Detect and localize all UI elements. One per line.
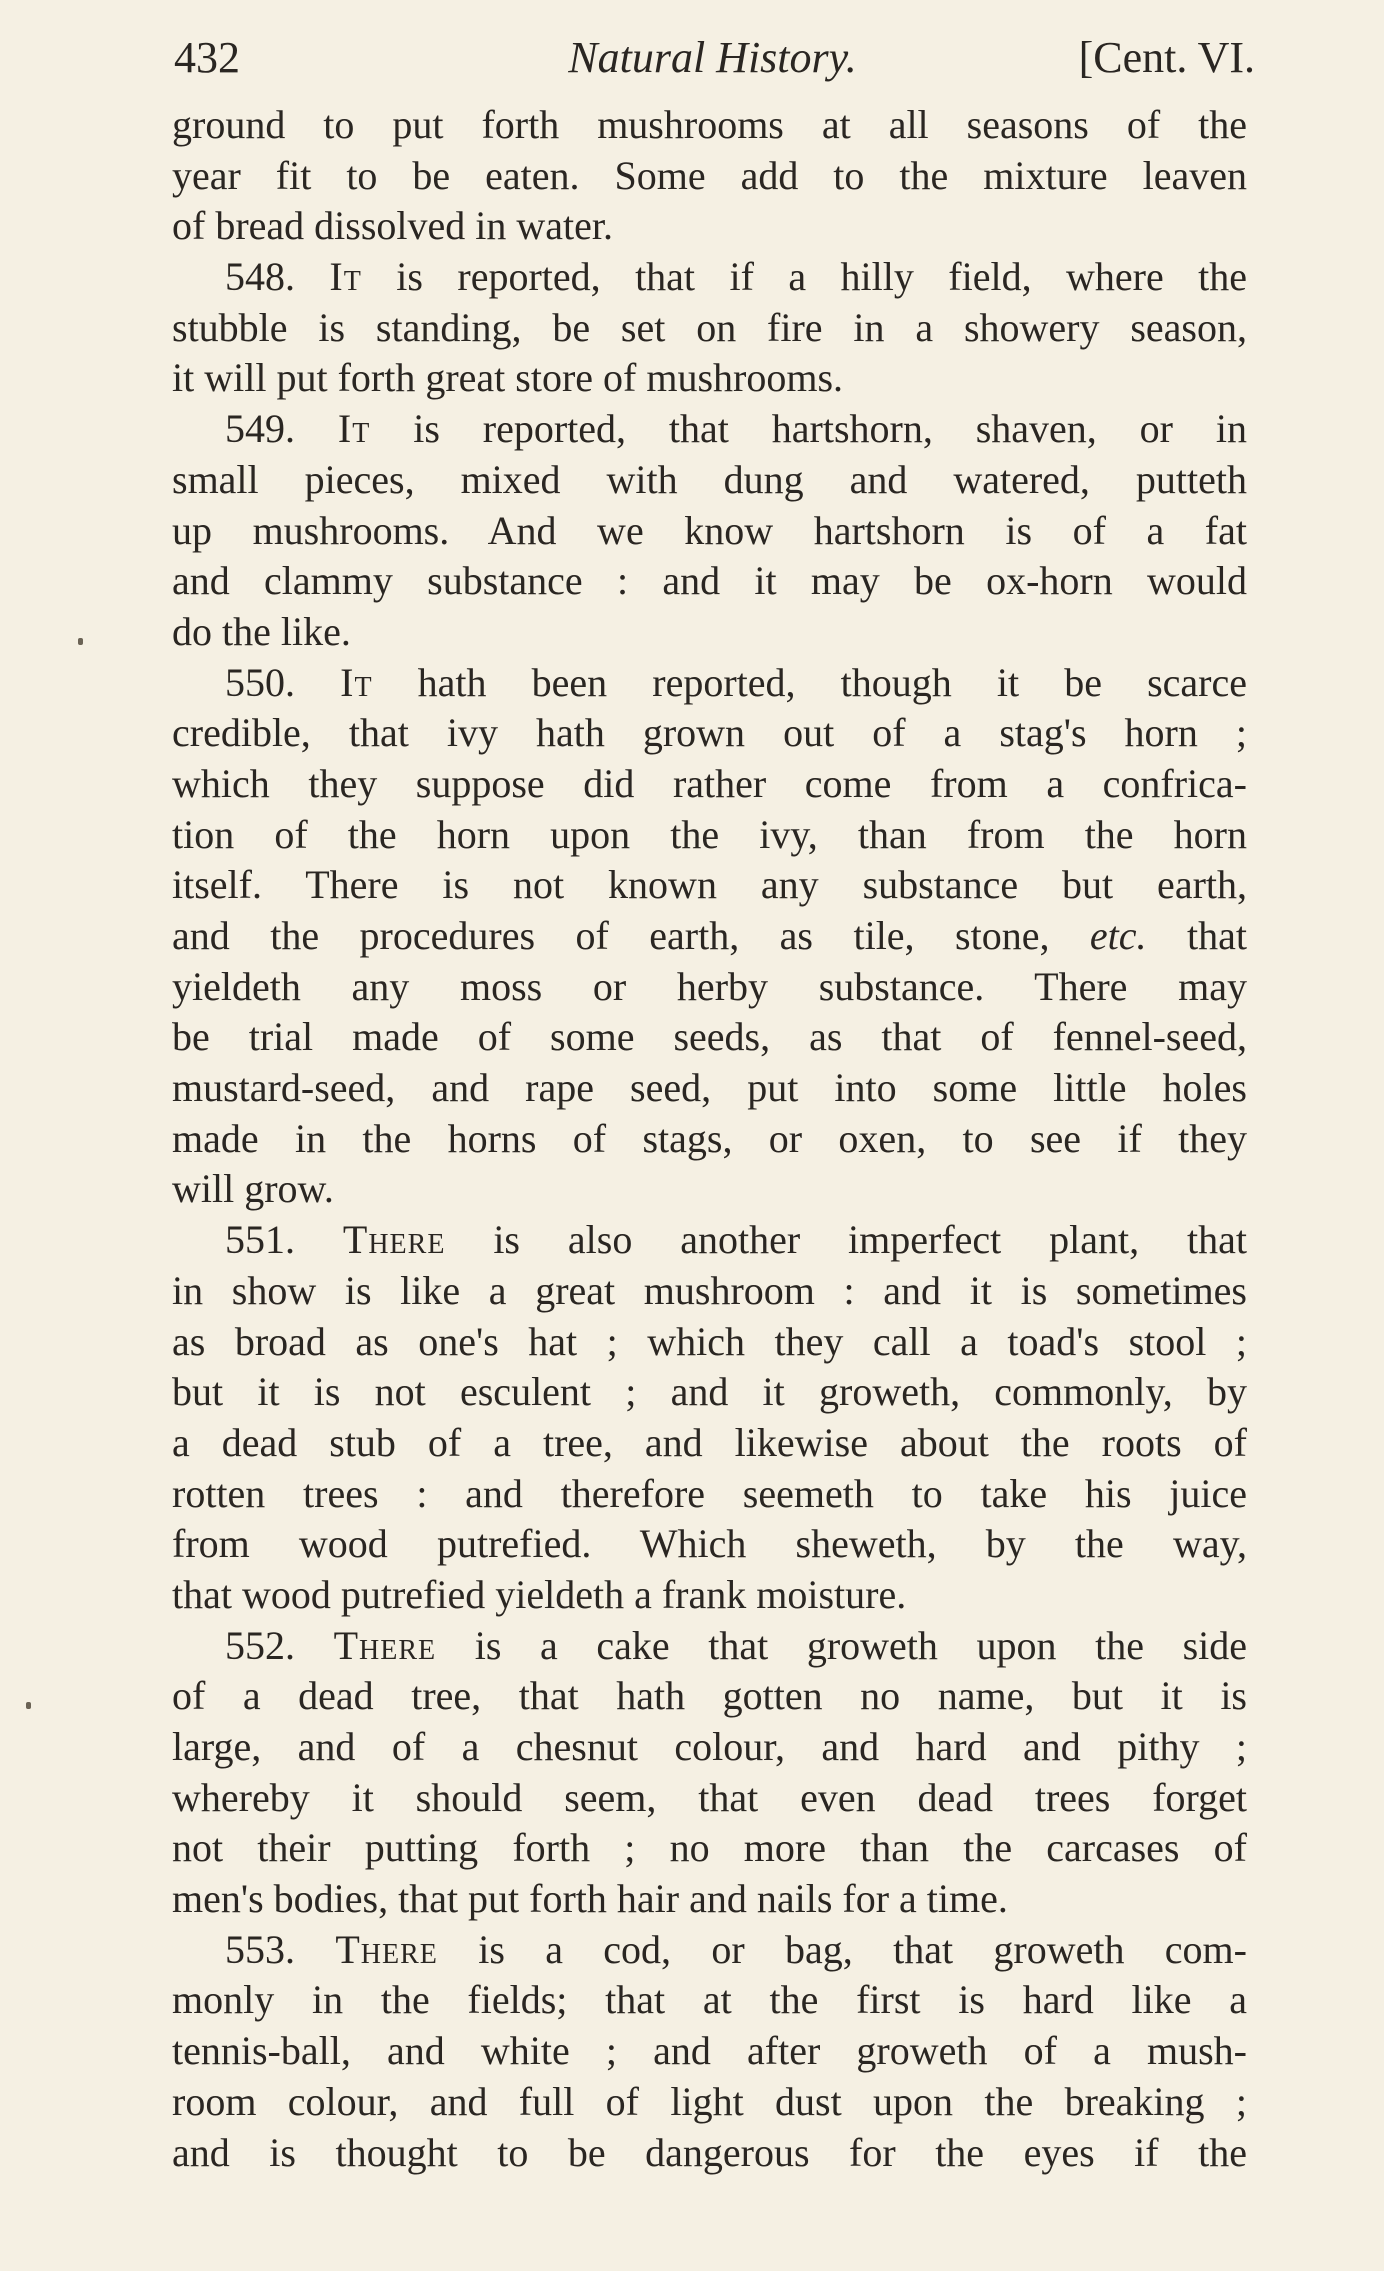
text-line: monly in the fields; that at the first is hard like a xyxy=(172,1977,1247,2023)
body-text xyxy=(172,100,1247,2178)
paragraph-550-first-line: 550. It hath been reported, though it be scarce xyxy=(225,659,1247,705)
text-line: but it is not esculent ; and it groweth, commonly, by xyxy=(172,1369,1247,1415)
paragraph-551-first-line: 551. There is also another imperfect plant, that xyxy=(225,1217,1247,1263)
text-line: mustard-seed, and rape seed, put into some little holes xyxy=(172,1065,1247,1111)
paragraph-number: 552. xyxy=(225,1622,334,1668)
italic-etc: etc. xyxy=(1089,913,1147,958)
text-line: whereby it should seem, that even dead trees forget xyxy=(172,1774,1247,1820)
text-line: not their putting forth ; no more than the carcases of xyxy=(172,1825,1247,1871)
running-title: Natural History. xyxy=(568,33,857,82)
text-line: which they suppose did rather come from a confrica- xyxy=(172,760,1247,806)
paragraph-number: 551. xyxy=(225,1217,343,1263)
section-marker: [Cent. VI. xyxy=(1078,33,1255,82)
text-line: ground to put forth mushrooms at all seasons of the xyxy=(172,102,1247,147)
text-line: and clammy substance : and it may be ox-horn would xyxy=(172,558,1247,604)
text-line: rotten trees : and therefore seemeth to take his juice xyxy=(172,1470,1247,1516)
paragraph-number: 550. xyxy=(225,659,341,705)
text-line: and is thought to be dangerous for the eyes if the xyxy=(172,2129,1247,2175)
small-caps-lead: It xyxy=(340,659,373,705)
text-line: large, and of a chesnut colour, and hard and pithy ; xyxy=(172,1724,1247,1769)
small-caps-lead: It xyxy=(329,254,362,300)
text-line: small pieces, mixed with dung and watered, putteth xyxy=(172,456,1247,502)
small-caps-lead: There xyxy=(335,1926,438,1972)
text-line: as broad as one's hat ; which they call a toad's stool ; xyxy=(172,1318,1247,1364)
text-line: in show is like a great mushroom : and it is sometimes xyxy=(172,1267,1247,1313)
text-line: it will put forth great store of mushrooms. xyxy=(172,355,844,401)
text-line: credible, that ivy hath grown out of a stag's horn ; xyxy=(172,710,1247,756)
text-line: stubble is standing, be set on fire in a showery season, xyxy=(172,304,1247,350)
text-line: tion of the horn upon the ivy, than from the horn xyxy=(172,811,1247,857)
small-caps-lead: It xyxy=(337,406,371,452)
text-line: do the like. xyxy=(172,608,351,654)
small-caps-lead: There xyxy=(342,1217,446,1263)
paragraph-548-first-line: 548. It is reported, that if a hilly field, where the xyxy=(225,254,1247,300)
text-line: that wood putrefied yieldeth a frank moisture. xyxy=(172,1571,907,1617)
text-line: will grow. xyxy=(172,1166,334,1212)
text-line: a dead stub of a tree, and likewise about the roots of xyxy=(172,1419,1247,1465)
text-line: room colour, and full of light dust upon the breaking ; xyxy=(172,2078,1247,2124)
text-line: men's bodies, that put forth hair and nails for a time. xyxy=(172,1876,1008,1922)
text-line: made in the horns of stags, or oxen, to see if they xyxy=(172,1115,1247,1161)
page-header xyxy=(170,28,1255,88)
small-caps-lead: There xyxy=(333,1622,437,1668)
text-line: tennis-ball, and white ; and after groweth of a mush- xyxy=(172,2028,1247,2074)
text-line: of bread dissolved in water. xyxy=(172,203,613,249)
text-line: and the procedures of earth, as tile, stone, etc. that xyxy=(172,913,1247,958)
text-line: of a dead tree, that hath gotten no name, but it is xyxy=(172,1673,1247,1719)
text-line: year fit to be eaten. Some add to the mixture leaven xyxy=(172,152,1247,198)
paragraph-number: 549. xyxy=(225,406,338,452)
print-speck xyxy=(78,638,83,645)
page-number: 432 xyxy=(174,33,240,82)
text-line: from wood putrefied. Which sheweth, by the way, xyxy=(172,1521,1247,1567)
text-line: up mushrooms. And we know hartshorn is of a fat xyxy=(172,507,1247,553)
paragraph-number: 553. xyxy=(225,1926,336,1972)
print-speck xyxy=(26,1702,31,1709)
paragraph-552-first-line: 552. There is a cake that groweth upon the side xyxy=(225,1622,1247,1668)
text-line: yieldeth any moss or herby substance. There may xyxy=(172,963,1247,1009)
text-line: be trial made of some seeds, as that of fennel-seed, xyxy=(172,1014,1247,1060)
paragraph-553-first-line: 553. There is a cod, or bag, that groweth com- xyxy=(225,1926,1247,1972)
text-line: itself. There is not known any substance but earth, xyxy=(172,862,1247,908)
paragraph-549-first-line: 549. It is reported, that hartshorn, shaven, or in xyxy=(225,406,1247,452)
paragraph-number: 548. xyxy=(225,254,330,300)
